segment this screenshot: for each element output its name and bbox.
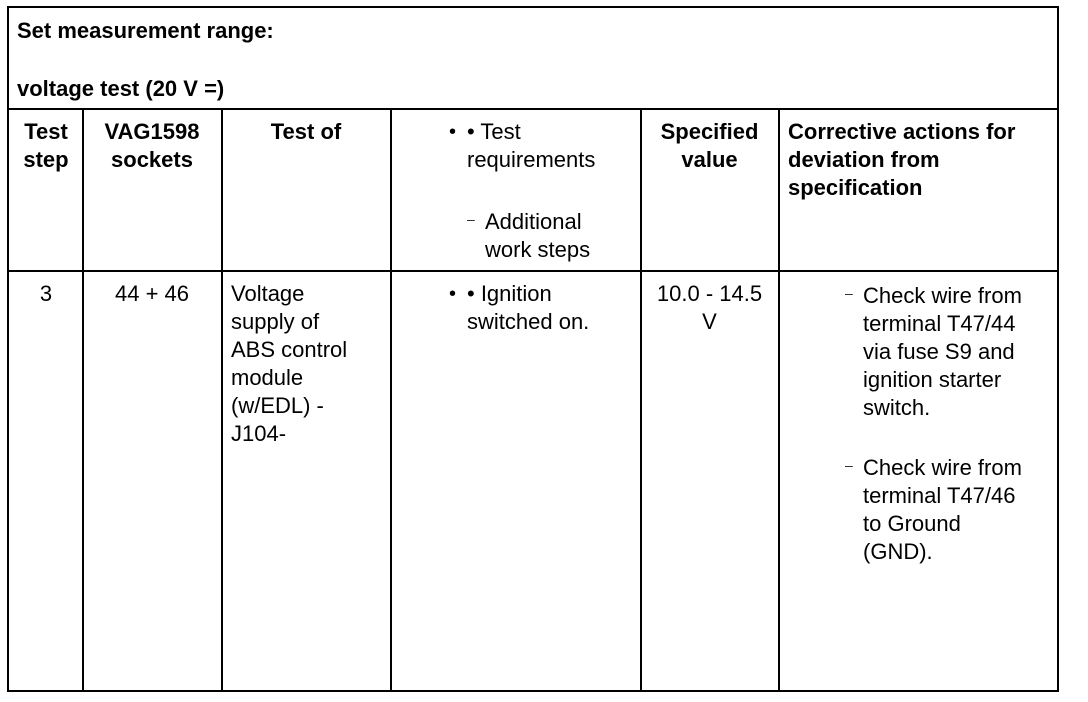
column-divider bbox=[390, 110, 392, 692]
requirement-text: • Ignition switched on. bbox=[467, 281, 590, 334]
table-header-block bbox=[9, 8, 1057, 110]
dash-icon: – bbox=[467, 211, 475, 227]
column-divider bbox=[640, 110, 642, 692]
column-header-additional-steps bbox=[467, 208, 590, 264]
corrective-action-text: Check wire from terminal T47/46 to Ground (GND). bbox=[863, 455, 1022, 564]
voltage-test-label: voltage test (20 V =) bbox=[17, 76, 225, 101]
cell-test-of: Voltage supply of ABS control module (w/EDL) - J104- bbox=[231, 281, 348, 446]
column-header-test-of: Test of bbox=[270, 119, 342, 144]
column-header-test-step: Test step bbox=[23, 119, 69, 172]
cell-sockets: 44 + 46 bbox=[114, 281, 189, 306]
requirements-header-text: • Test requirements bbox=[467, 119, 596, 172]
measurement-table bbox=[7, 6, 1059, 692]
measurement-range-title: Set measurement range: bbox=[17, 18, 274, 43]
dash-icon: – bbox=[845, 457, 853, 473]
column-header-requirements bbox=[449, 118, 595, 174]
cell-requirement bbox=[449, 280, 589, 336]
bullet-icon: • bbox=[449, 121, 457, 143]
corrective-action-item bbox=[845, 282, 1022, 422]
column-divider bbox=[778, 110, 780, 692]
cell-test-step: 3 bbox=[39, 281, 53, 306]
column-header-sockets: VAG1598 sockets bbox=[104, 119, 200, 172]
additional-steps-header-text: Additional work steps bbox=[485, 209, 591, 262]
corrective-action-item bbox=[845, 454, 1022, 566]
column-header-specified-value: Specified value bbox=[660, 119, 759, 172]
cell-specified-value: 10.0 - 14.5 V bbox=[656, 281, 763, 334]
column-divider bbox=[82, 110, 84, 692]
table-grid bbox=[9, 110, 1057, 692]
column-header-corrective-actions: Corrective actions for deviation from specification bbox=[788, 119, 1016, 200]
column-divider bbox=[221, 110, 223, 692]
corrective-action-text: Check wire from terminal T47/44 via fuse S9 and ignition starter switch. bbox=[863, 283, 1022, 420]
bullet-icon: • bbox=[449, 283, 457, 305]
dash-icon: – bbox=[845, 285, 853, 301]
row-divider bbox=[9, 270, 1057, 272]
